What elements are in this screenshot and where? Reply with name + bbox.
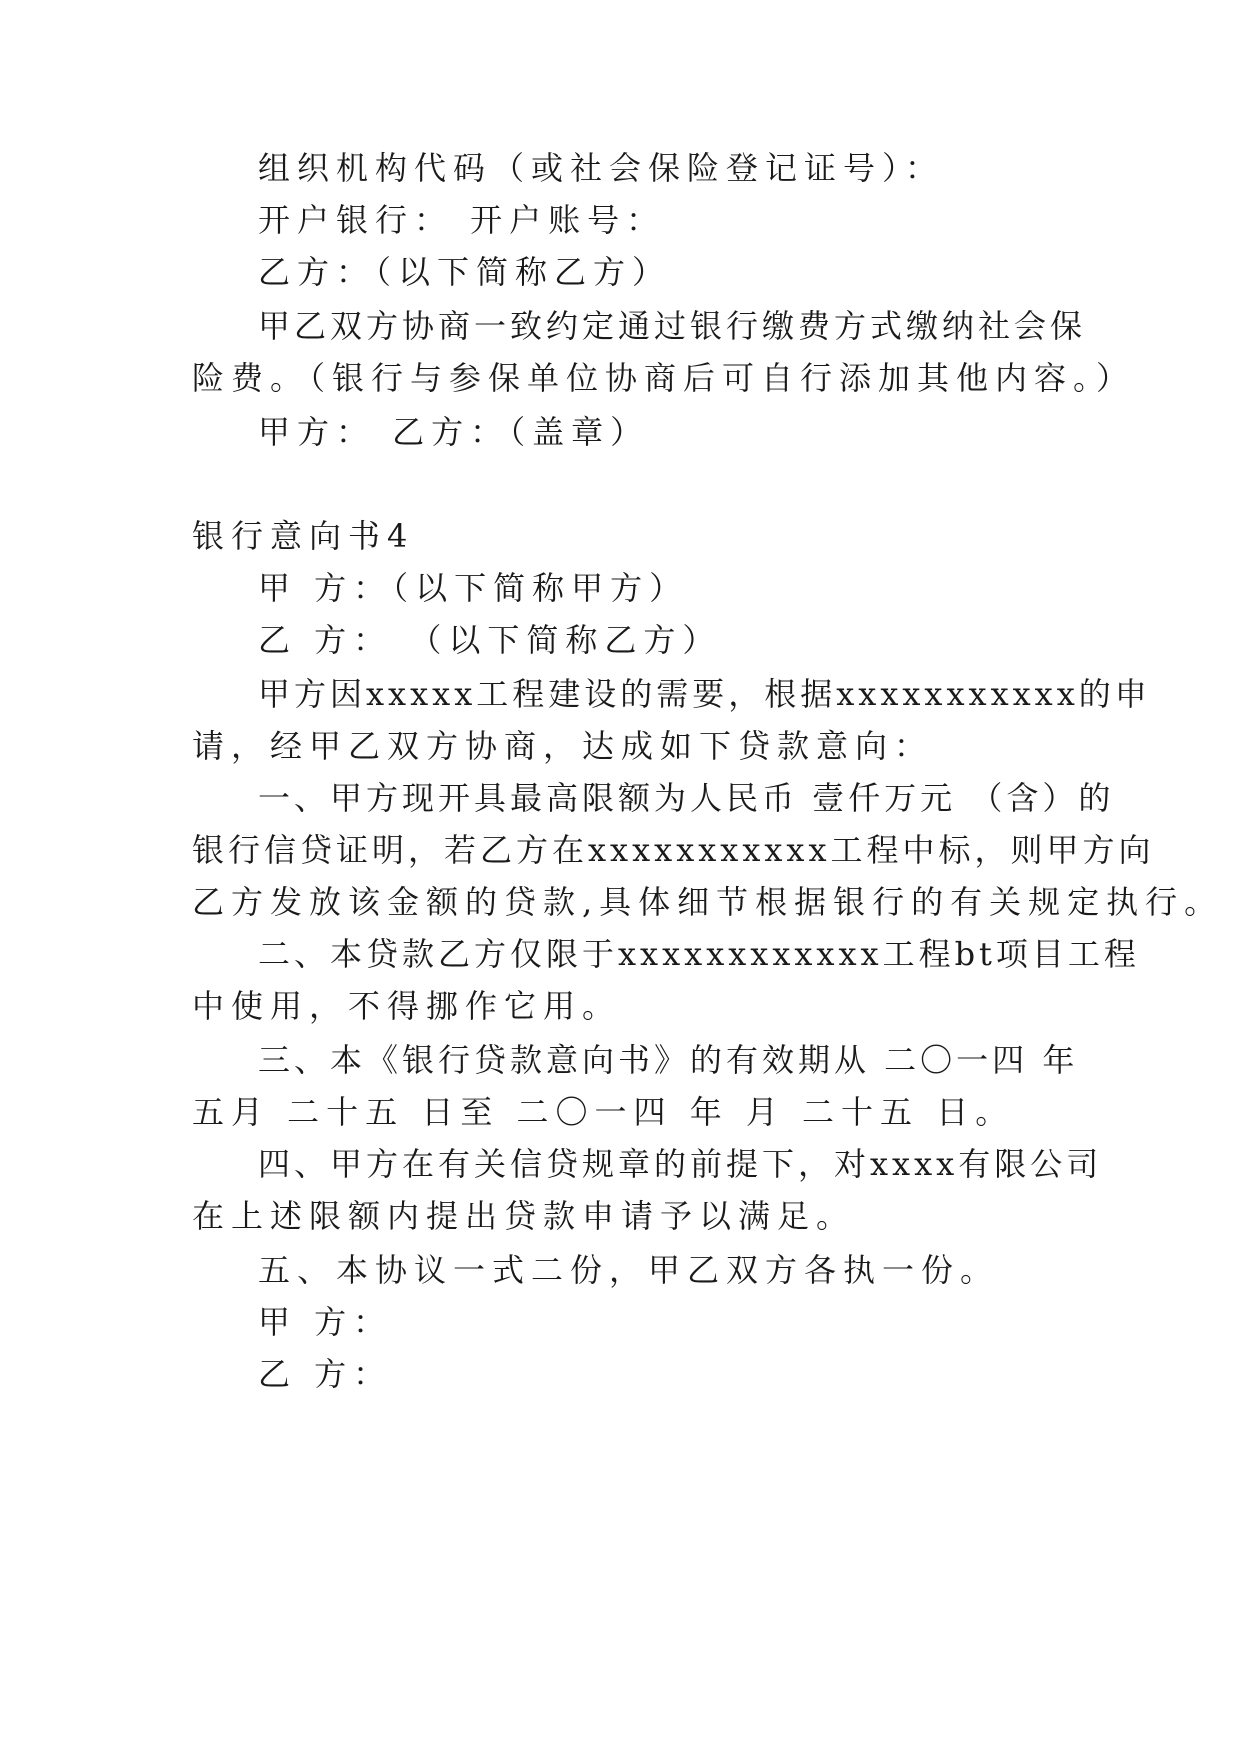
clause-4-line-2: 在上述限额内提出贷款申请予以满足。: [192, 1197, 856, 1235]
intro-paragraph-line-2: 请，经甲乙双方协商，达成如下贷款意向：: [192, 727, 934, 765]
clause-3-line-2: 五月 二十五 日至 二〇一四 年 月 二十五 日。: [192, 1093, 1015, 1131]
section-title: 银行意向书4: [192, 517, 415, 555]
party-a-line: 甲 方：（以下简称甲方）: [258, 569, 689, 607]
party-b-line: 乙方：（以下简称乙方）: [258, 253, 672, 291]
signature-stamp-line: 甲方： 乙方：（盖章）: [258, 413, 650, 451]
agreement-paragraph-line-1: 甲乙双方协商一致约定通过银行缴费方式缴纳社会保: [258, 307, 1087, 345]
org-code-line: 组织机构代码（或社会保险登记证号）：: [258, 149, 945, 187]
clause-3-line-1: 三、本《银行贷款意向书》的有效期从 二〇一四 年: [258, 1041, 1079, 1079]
intro-paragraph-line-1: 甲方因xxxxx工程建设的需要，根据xxxxxxxxxxx的申: [258, 675, 1151, 713]
party-a-signature-line: 甲 方：: [258, 1303, 393, 1341]
clause-2-line-2: 中使用，不得挪作它用。: [192, 987, 622, 1025]
agreement-paragraph-line-2: 险费。（银行与参保单位协商后可自行添加其他内容。）: [192, 359, 1136, 397]
clause-4-line-1: 四、甲方在有关信贷规章的前提下，对xxxx有限公司: [258, 1145, 1103, 1183]
clause-5-line: 五、本协议一式二份，甲乙双方各执一份。: [258, 1251, 1000, 1289]
clause-2-line-1: 二、本贷款乙方仅限于xxxxxxxxxxxx工程bt项目工程: [258, 935, 1140, 973]
clause-1-line-3: 乙方发放该金额的贷款,具体细节根据银行的有关规定执行。: [192, 883, 1224, 921]
bank-account-line: 开户银行： 开户账号：: [258, 201, 666, 239]
clause-1-line-1: 一、甲方现开具最高限额为人民币 壹仟万元 （含）的: [258, 779, 1115, 817]
clause-1-line-2: 银行信贷证明，若乙方在xxxxxxxxxxx工程中标，则甲方向: [192, 831, 1155, 869]
party-b-line-2: 乙 方： （以下简称乙方）: [258, 621, 722, 659]
party-b-signature-line: 乙 方：: [258, 1355, 393, 1393]
